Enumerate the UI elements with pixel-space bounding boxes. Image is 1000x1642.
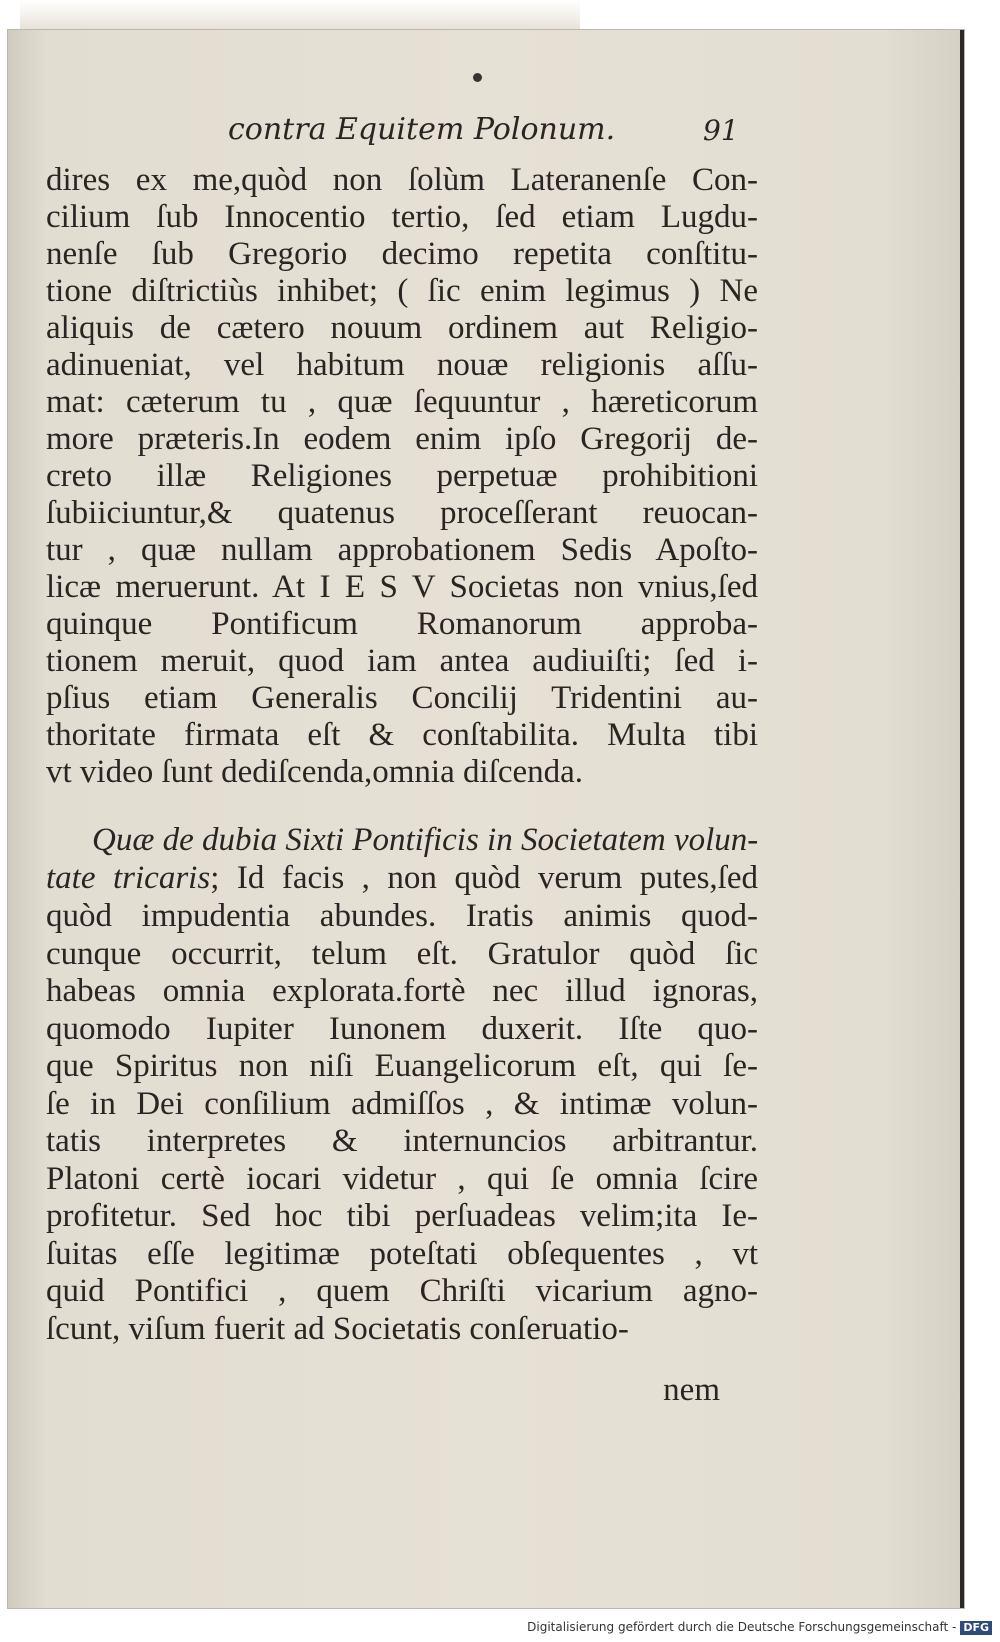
text-line: tione diſtrictiùs inhibet; ( ſic enim legimus ) Ne bbox=[46, 273, 758, 309]
text-line: profitetur. Sed hoc tibi perſuadeas velim;ita Ie- bbox=[46, 1198, 758, 1234]
text-line: thoritate firmata eſt & conſtabilita. Multa tibi bbox=[46, 717, 758, 753]
text-line: dires ex me,quòd non ſolùm Lateranenſe Con- bbox=[46, 162, 758, 198]
text-line: licæ meruerunt. At I E S V Societas non vnius,ſed bbox=[46, 569, 758, 605]
catchword: nem bbox=[663, 1372, 720, 1408]
italic-lemma: tate tricaris bbox=[46, 860, 211, 896]
ink-dot bbox=[473, 73, 482, 82]
dfg-logo: DFG bbox=[960, 1621, 992, 1635]
text-line: mat: cæterum tu , quæ ſequuntur , hæreticorum bbox=[46, 384, 758, 420]
text-line: tur , quæ nullam approbationem Sedis Apoſto- bbox=[46, 532, 758, 568]
italic-lemma: Quæ de dubia Sixti Pontificis in Societatem volun- bbox=[92, 822, 758, 858]
text-line: quòd impudentia abundes. Iratis animis quod- bbox=[46, 898, 758, 934]
footer-credit: Digitalisierung gefördert durch die Deutsche Forschungsgemeinschaft - bbox=[527, 1620, 957, 1634]
page-number: 91 bbox=[703, 114, 739, 147]
text-line: ſuitas eſſe legitimæ poteſtati obſequentes , vt bbox=[46, 1235, 758, 1272]
digitization-footer bbox=[527, 1620, 992, 1635]
text-line: ſe in Dei conſilium admiſſos , & intimæ volun- bbox=[46, 1085, 758, 1122]
text-line: Platoni certè iocari videtur , qui ſe omnia ſcire bbox=[46, 1160, 758, 1197]
text-line: vt video ſunt dediſcenda,omnia diſcenda. bbox=[46, 754, 584, 790]
text-line: pſius etiam Generalis Concilij Tridentini au- bbox=[46, 680, 758, 716]
text-line: tionem meruit, quod iam antea audiuiſti; ſed i- bbox=[46, 643, 758, 679]
text-line: tatis interpretes & internuncios arbitrantur. bbox=[46, 1123, 758, 1159]
text-line bbox=[92, 820, 758, 860]
text-line: aliquis de cætero nouum ordinem aut Religio- bbox=[46, 310, 758, 346]
text-line: que Spiritus non niſi Euangelicorum eſt, qui ſe- bbox=[46, 1048, 758, 1084]
text-line: creto illæ Religiones perpetuæ prohibitioni bbox=[46, 458, 758, 494]
text-line: cunque occurrit, telum eſt. Gratulor quòd ſic bbox=[46, 935, 758, 972]
text-line: cilium ſub Innocentio tertio, ſed etiam Lugdu- bbox=[46, 199, 758, 235]
running-head: contra Equitem Polonum. bbox=[228, 112, 616, 147]
text-line: quinque Pontificum Romanorum approba- bbox=[46, 606, 758, 642]
text-line: quomodo Iupiter Iunonem duxerit. Iſte quo- bbox=[46, 1010, 758, 1047]
page-edge bbox=[20, 0, 580, 30]
text-line: more prætеris.In eodem enim ipſo Gregorij de- bbox=[46, 421, 758, 457]
text-line: quid Pontifici , quem Chriſti vicarium agno- bbox=[46, 1273, 758, 1309]
text-line bbox=[46, 858, 758, 898]
text-line: adinueniat, vel habitum nouæ religionis aſſu- bbox=[46, 347, 758, 383]
text-span: ; Id facis , non quòd verum putes,ſed bbox=[210, 860, 758, 896]
text-line: nenſe ſub Gregorio decimo repetita conſtitu- bbox=[46, 236, 758, 272]
text-line: habeas omnia explorata.fortè nec illud ignoras, bbox=[46, 973, 758, 1009]
text-line: ſubiiciuntur,& quatenus proceſſerant reuocan- bbox=[46, 495, 758, 531]
text-line: ſcunt, viſum fuerit ad Societatis conſeruatio- bbox=[46, 1310, 629, 1347]
